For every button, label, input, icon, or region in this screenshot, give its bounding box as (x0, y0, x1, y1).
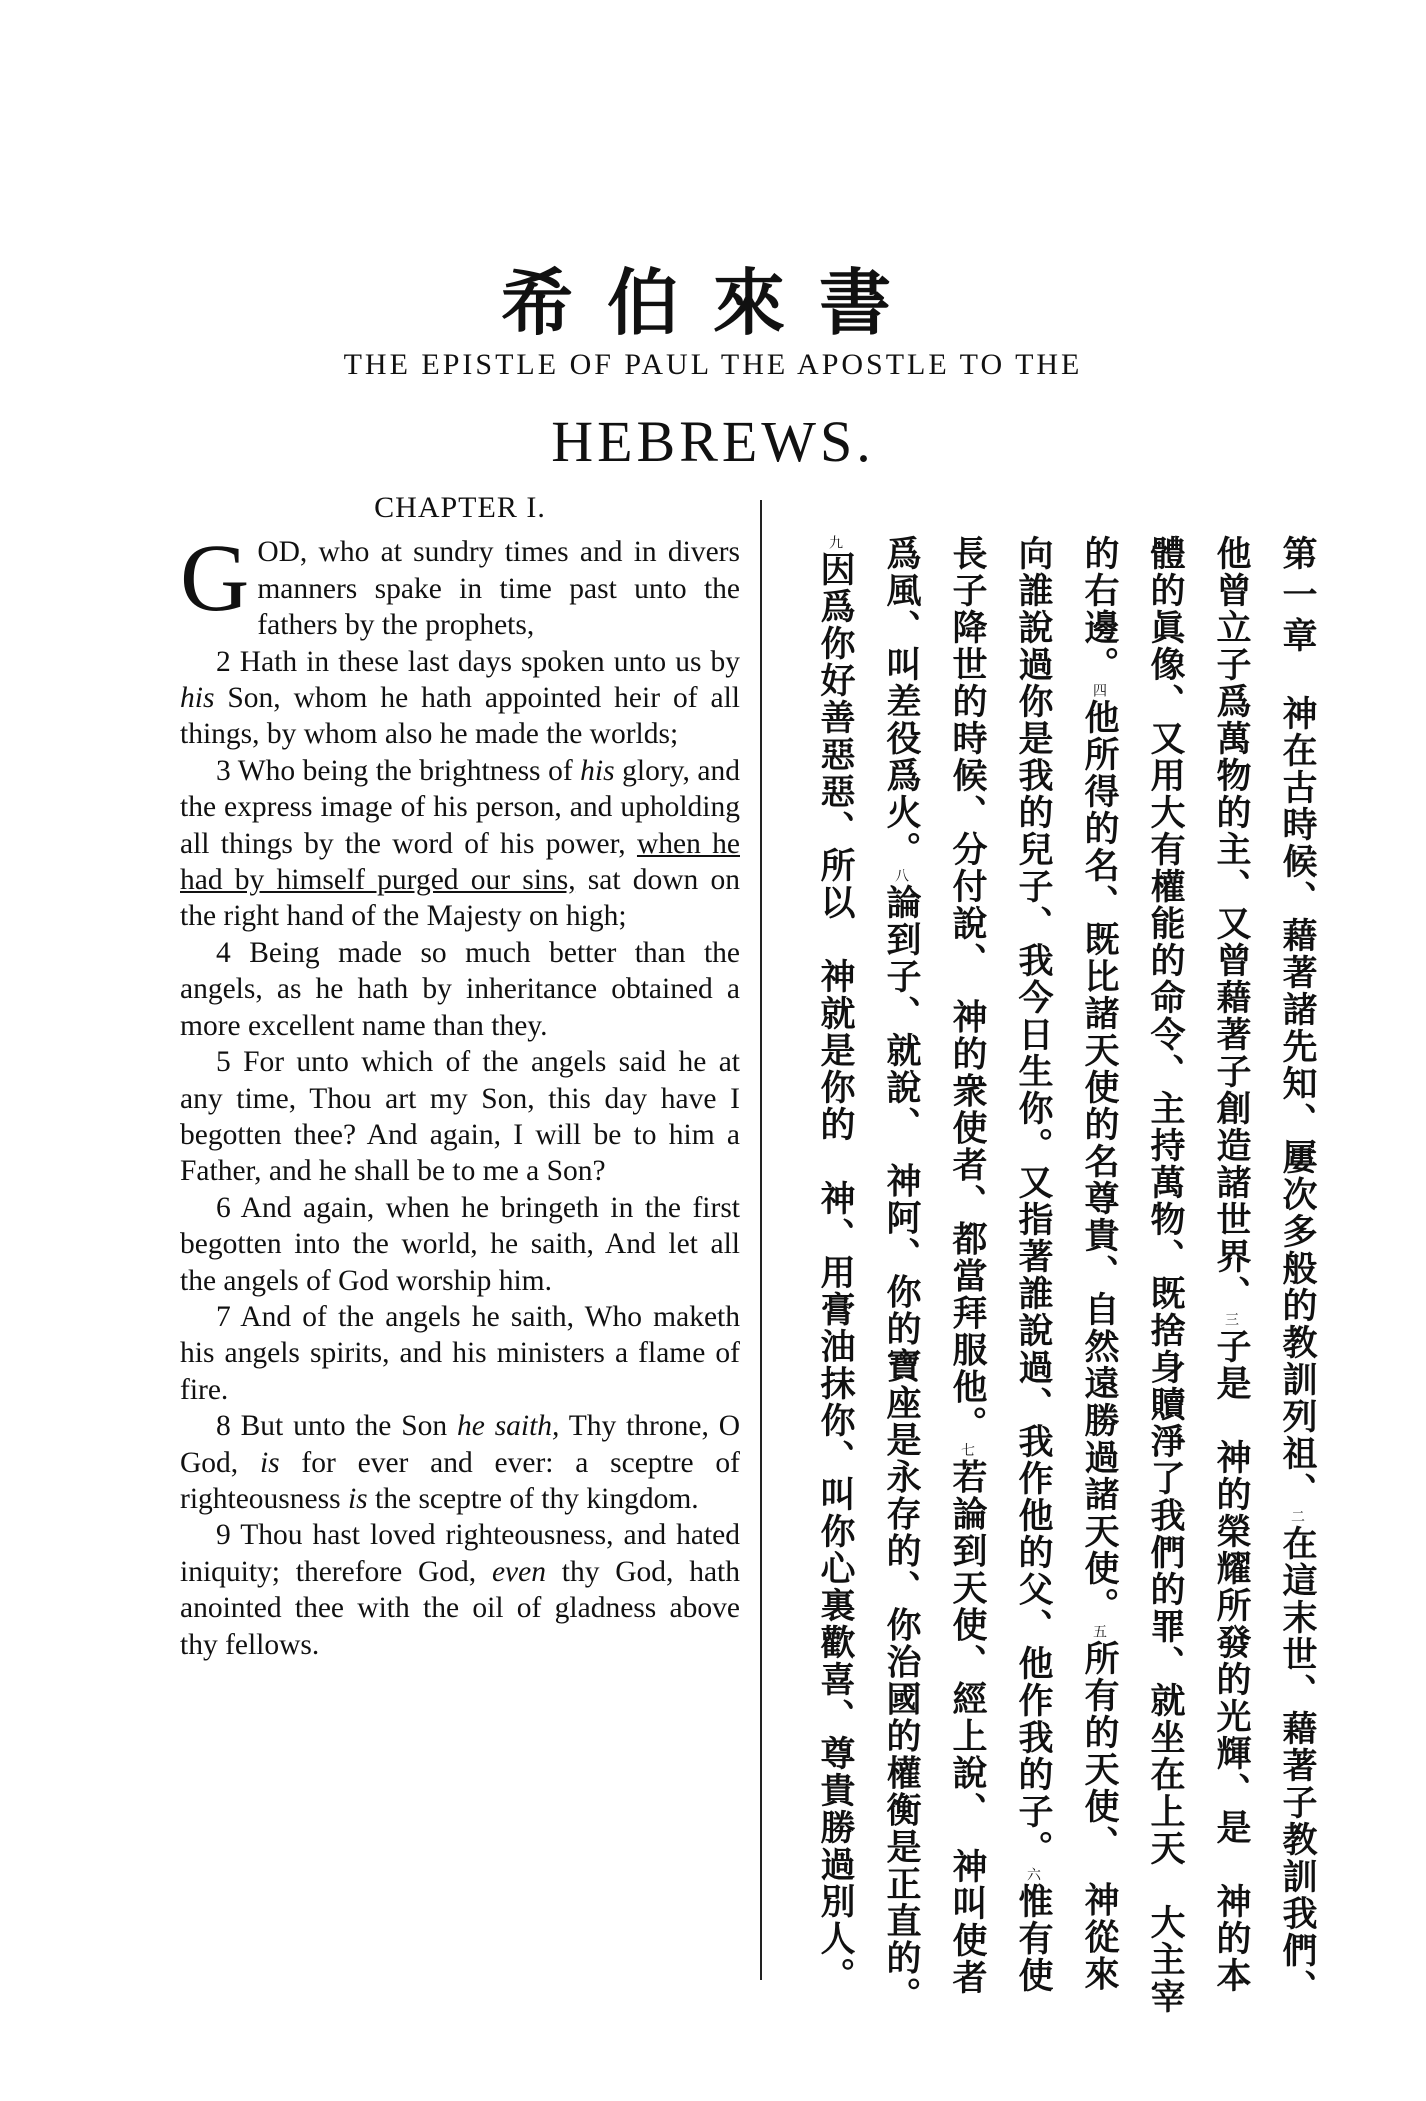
text-run: glory, and the express image of his person, and upholding all things by the word of his power, (180, 754, 740, 860)
chinese-book-title: 希伯來書 (500, 260, 925, 345)
verse-number: 七 (959, 1442, 975, 1459)
text-run: 在這末世、藉著子教訓我們、他曾立子爲萬物的主、又曾藉著子創造諸世界、 (1211, 535, 1317, 2006)
verse-1-text: OD, who at sundry times and in divers manners spake in time past unto the fathers by the prophets, (257, 536, 740, 642)
verse-8 (180, 1408, 740, 1517)
text-run: the sceptre of thy kingdom. (367, 1482, 699, 1515)
verse-9 (180, 1517, 740, 1663)
text-run: is (259, 1446, 280, 1479)
verse-2 (180, 644, 740, 753)
text-run: his (580, 754, 615, 787)
english-book-title: HEBREWS. (551, 409, 875, 474)
chinese-chapter-heading: 第一章 (1277, 535, 1317, 658)
text-run: even (491, 1555, 546, 1588)
text-run: 若論到天使、經上說、 神叫使者爲風、叫差役爲火。 (881, 535, 987, 1996)
text-run: thy God, hath anointed thee with the oil of gladness above thy fellows. (180, 1555, 740, 1661)
column-divider (760, 500, 762, 1980)
text-run: 他所得的名、既比諸天使的名尊貴、自然遠勝過諸天使。 (1079, 699, 1119, 1624)
text-run: his (180, 682, 215, 715)
chinese-text (815, 535, 1317, 2015)
verse-5: 5 For unto which of the angels said he at any time, Thou art my Son, this day have I begotten thee? And again, I will be to him a Father, and he shall be to me a Son? (180, 1046, 740, 1188)
text-run: 神在古時候、藉著諸先知、屢次多般的教訓列祖、 (1277, 695, 1317, 1509)
text-run: 因爲你好善惡惡、所以 神就是你的 神、用膏油抹你、叫你心裏歡喜、尊貴勝過別人。 (815, 551, 855, 1994)
text-run: 惟有使長子降世的時候、分付說、 神的衆使者、都當拜服他。 (947, 535, 1053, 1994)
text-run: when he had by himself purged our sins, (180, 827, 740, 897)
text-run: sat down on the right hand of the Majesty on high; (180, 864, 740, 933)
text-run: 9 Thou hast loved righteousness, and hated iniquity; therefore God, (180, 1519, 740, 1588)
verse-number: 九 (827, 535, 843, 551)
text-run: 論到子、就說、 神阿、你的寶座是永存的、你治國的權衡是正直的。 (881, 884, 921, 2014)
text-run: Son, whom he hath appointed heir of all things, by whom also he made the worlds; (180, 682, 740, 751)
english-title-line: THE EPISTLE OF PAUL THE APOSTLE TO THE (343, 348, 1083, 381)
text-run: 2 Hath in these last days spoken unto us by (216, 645, 740, 678)
verse-6: 6 And again, when he bringeth in the first begotten into the world, he saith, And let all the angels of God worship him. (180, 1191, 740, 1297)
chinese-column (790, 535, 1330, 2015)
english-chapter-heading: CHAPTER I. (374, 491, 546, 524)
text-run: is (347, 1482, 368, 1515)
verse-number: 三 (1223, 1312, 1239, 1328)
text-run: Thy throne, O God, (180, 1410, 741, 1479)
text-run: for ever and ever: a sceptre of righteousness (180, 1446, 741, 1515)
verse-number: 五 (1091, 1624, 1107, 1640)
verse-3 (180, 753, 740, 935)
text-run: 所有的天使、 神從來向誰說過你是我的兒子、我今日生你。又指著誰說過、我作他的父、他作我的子。 (1013, 535, 1119, 1993)
verse-4: 4 Being made so much better than the angels, as he hath by inheritance obtained a more excellent name than they. (180, 936, 740, 1042)
drop-cap-letter: G (180, 524, 250, 632)
verse-number: 八 (893, 868, 909, 884)
verse-1 (180, 524, 740, 643)
text-run: 子是 神的榮耀所發的光輝、是 神的本體的眞像、又用大有權能的命令、主持萬物、既捨身贖淨了我們的罪、就坐在上天 大主宰的右邊。 (1079, 535, 1251, 2015)
verse-number: 六 (1025, 1867, 1041, 1883)
verse-number: 四 (1091, 683, 1107, 699)
verse-7: 7 And of the angels he saith, Who maketh his angels spirits, and his ministers a flame of fire. (180, 1300, 740, 1406)
text-run: he saith, (457, 1410, 560, 1443)
text-run: 8 But unto the Son (216, 1410, 457, 1443)
text-run: 3 Who being the brightness of (216, 754, 581, 787)
verse-number: 二 (1289, 1509, 1305, 1525)
english-column (180, 490, 740, 1663)
